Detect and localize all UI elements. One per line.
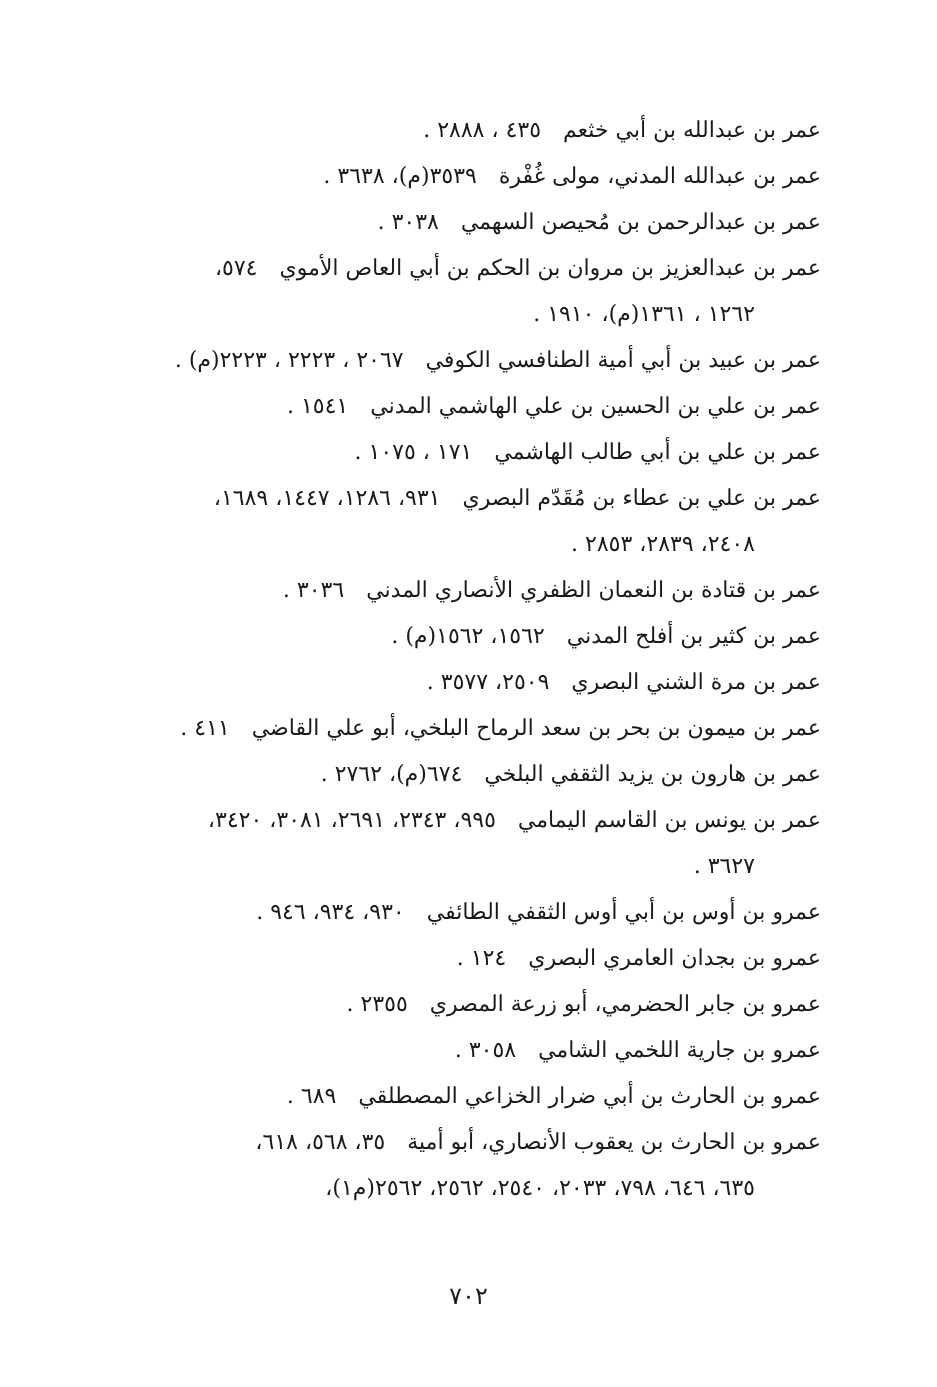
entry-name: عمرو بن جابر الحضرمي، أبو زرعة المصري [429,992,821,1017]
entry-name: عمر بن قتادة بن النعمان الظفري الأنصاري المدني [366,578,821,603]
entry-refs: ٢٥٠٩، ٣٥٧٧ . [426,670,550,695]
entry-refs: ٤١١ . [180,716,230,741]
entry-name: عمر بن عبدالله بن أبي خثعم [563,118,821,143]
index-entry [111,706,821,752]
entry-name: عمرو بن جارية اللخمي الشامي [538,1038,821,1063]
entry-name: عمر بن عبدالرحمن بن مُحيصن السهمي [460,210,821,235]
index-entry [111,430,821,476]
entry-refs: ١٢٤ . [456,946,507,971]
index-entry [111,798,821,890]
index-entry [111,752,821,798]
entry-refs: ٢٠٦٧ ، ٢٢٢٣ ، ٢٢٢٣(م) . [174,348,404,373]
entry-name: عمر بن يونس بن القاسم اليمامي [517,808,821,833]
page-number: ٧٠٢ [449,1282,488,1310]
entry-name: عمرو بن بجدان العامري البصري [528,946,821,971]
entry-refs: ٦٧٤(م)، ٢٧٦٢ . [320,762,463,787]
index-entry [111,890,821,936]
index-entry [111,1028,821,1074]
entry-refs-continued: ٦٣٥، ٦٤٦، ٧٩٨، ٢٠٣٣، ٢٥٤٠، ٢٥٦٢، ٢٥٦٢(م١)، [325,1176,755,1201]
entry-name: عمر بن علي بن أبي طالب الهاشمي [494,440,821,465]
entry-refs: ٩٩٥، ٢٣٤٣، ٢٦٩١، ٣٠٨١، ٣٤٢٠، [207,808,496,833]
entry-refs: ٣٠٣٦ . [282,578,345,603]
index-entry [111,568,821,614]
entry-refs: ٩٣١، ١٢٨٦، ١٤٤٧، ١٦٨٩، [213,486,441,511]
index-entry [111,384,821,430]
entry-refs-continued: ٣٦٢٧ . [693,854,755,879]
entry-refs: ١٧١ ، ١٠٧٥ . [354,440,473,465]
entry-refs: ١٥٤١ . [286,394,349,419]
entry-name: عمر بن هارون بن يزيد الثقفي البلخي [484,762,821,787]
index-entry [111,614,821,660]
entry-name: عمر بن علي بن الحسين بن علي الهاشمي المدني [370,394,821,419]
entry-refs: ٣٥، ٥٦٨، ٦١٨، [255,1130,386,1155]
entry-name: عمر بن علي بن عطاء بن مُقَدّم البصري [462,486,821,511]
entry-name: عمر بن عبدالعزيز بن مروان بن الحكم بن أبي العاص الأموي [279,256,821,281]
entry-refs-continued: ٢٤٠٨، ٢٨٣٩، ٢٨٥٣ . [571,532,755,557]
index-entries [111,108,821,1212]
index-entry [111,660,821,706]
entry-name: عمر بن عبدالله المدني، مولى غُفْرة [498,164,821,189]
entry-name: عمرو بن الحارث بن يعقوب الأنصاري، أبو أمية [407,1130,821,1155]
index-entry [111,1120,821,1212]
entry-refs: ٦٨٩ . [286,1084,337,1109]
entry-name: عمرو بن الحارث بن أبي ضرار الخزاعي المصطلقي [358,1084,821,1109]
entry-refs-continued: ١٢٦٢ ، ١٣٦١(م)، ١٩١٠ . [533,302,755,327]
entry-refs: ٣٥٣٩(م)، ٣٦٣٨ . [323,164,477,189]
entry-name: عمر بن ميمون بن بحر بن سعد الرماح البلخي، أبو علي القاضي [251,716,821,741]
index-entry [111,154,821,200]
index-entry [111,476,821,568]
index-entry [111,200,821,246]
entry-refs: ٢٣٥٥ . [346,992,408,1017]
entry-name: عمر بن عبيد بن أبي أمية الطنافسي الكوفي [425,348,821,373]
entry-name: عمر بن مرة الشني البصري [571,670,821,695]
index-entry [111,936,821,982]
entry-refs: ٤٣٥ ، ٢٨٨٨ . [423,118,542,143]
entry-name: عمرو بن أوس بن أبي أوس الثقفي الطائفي [426,900,821,925]
index-entry [111,246,821,338]
entry-refs: ٥٧٤، [214,256,258,281]
entry-refs: ٩٣٠، ٩٣٤، ٩٤٦ . [256,900,405,925]
index-entry [111,1074,821,1120]
entry-refs: ٣٠٣٨ . [377,210,439,235]
entry-name: عمر بن كثير بن أفلح المدني [566,624,821,649]
index-entry [111,108,821,154]
index-entry [111,338,821,384]
entry-refs: ١٥٦٢، ١٥٦٢(م) . [391,624,545,649]
entry-refs: ٣٠٥٨ . [454,1038,517,1063]
index-entry [111,982,821,1028]
